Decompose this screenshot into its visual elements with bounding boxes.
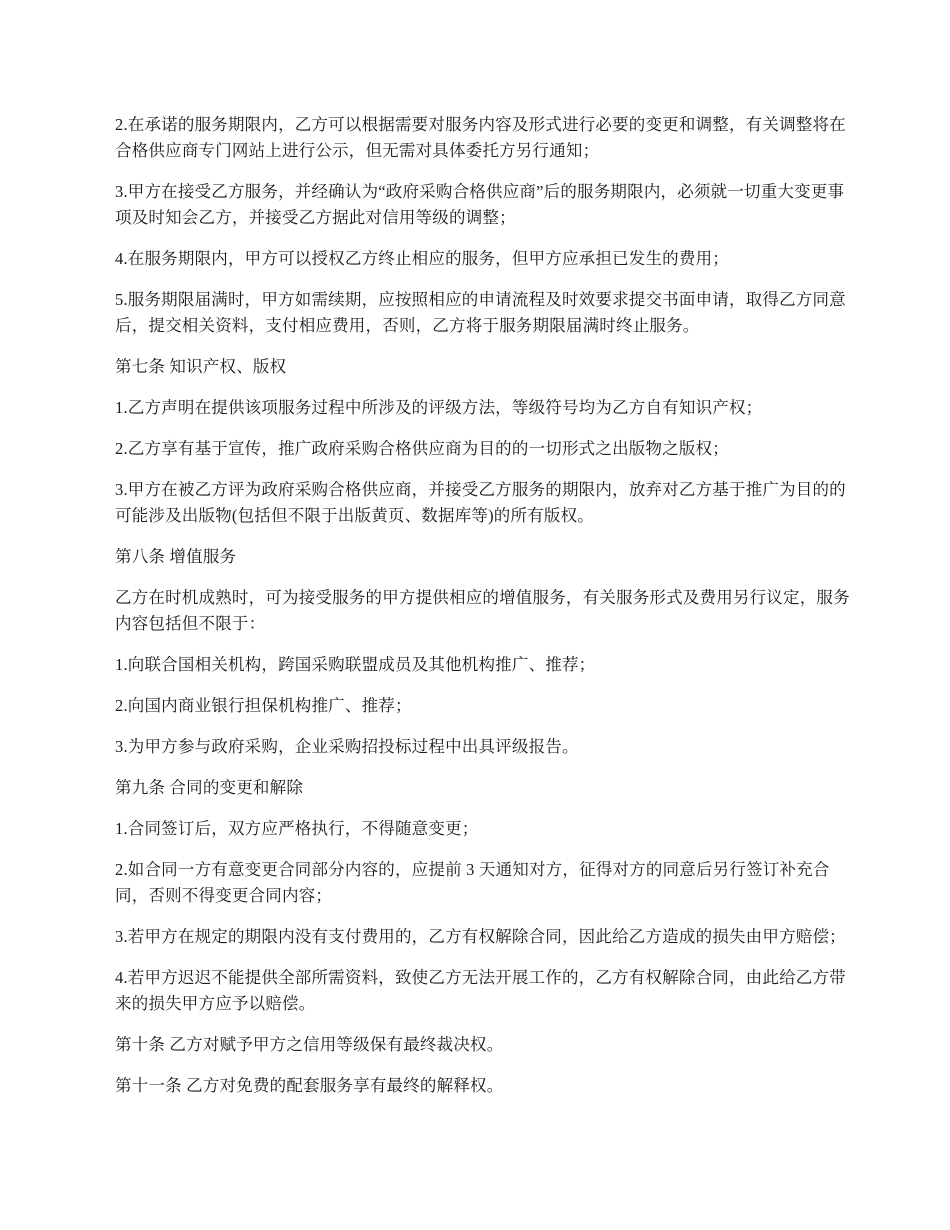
- section-heading: 第九条 合同的变更和解除: [115, 778, 304, 797]
- clause-paragraph: 3.若甲方在规定的期限内没有支付费用的，乙方有权解除合同，因此给乙方造成的损失由甲方赔偿；: [115, 927, 846, 946]
- clause-paragraph: 1.合同签订后，双方应严格执行，不得随意变更；: [115, 819, 479, 838]
- clause-paragraph: 1.向联合国相关机构，跨国采购联盟成员及其他机构推广、推荐；: [115, 655, 596, 674]
- section-heading: 第七条 知识产权、版权: [115, 357, 287, 376]
- clause-paragraph: 2.在承诺的服务期限内，乙方可以根据需要对服务内容及形式进行必要的变更和调整，有关调整将在合格供应商专门网站上进行公示，但无需对具体委托方另行通知；: [115, 115, 846, 160]
- clause-paragraph: 乙方在时机成熟时，可为接受服务的甲方提供相应的增值服务，有关服务形式及费用另行议定，服务内容包括但不限于：: [115, 588, 850, 633]
- document-page: [115, 112, 850, 1114]
- clause-paragraph: 2.如合同一方有意变更合同部分内容的，应提前 3 天通知对方，征得对方的同意后另行签订补充合同，否则不得变更合同内容；: [115, 860, 830, 905]
- section-heading: 第十条 乙方对赋予甲方之信用等级保有最终裁决权。: [115, 1035, 504, 1054]
- clause-paragraph: 2.乙方享有基于宣传，推广政府采购合格供应商为目的的一切形式之出版物之版权；: [115, 439, 729, 458]
- clause-paragraph: 3.甲方在接受乙方服务，并经确认为“政府采购合格供应商”后的服务期限内，必须就一切重大变更事项及时知会乙方，并接受乙方据此对信用等级的调整；: [115, 182, 845, 227]
- clause-paragraph: 2.向国内商业银行担保机构推广、推荐；: [115, 696, 412, 715]
- clause-paragraph: 5.服务期限届满时，甲方如需续期，应按照相应的申请流程及时效要求提交书面申请，取得乙方同意后，提交相关资料，支付相应费用，否则，乙方将于服务期限届满时终止服务。: [115, 290, 846, 335]
- clause-paragraph: 3.甲方在被乙方评为政府采购合格供应商，并接受乙方服务的期限内，放弃对乙方基于推广为目的的可能涉及出版物(包括但不限于出版黄页、数据库等)的所有版权。: [115, 480, 846, 525]
- section-heading: 第十一条 乙方对免费的配套服务享有最终的解释权。: [115, 1076, 504, 1095]
- clause-paragraph: 1.乙方声明在提供该项服务过程中所涉及的评级方法，等级符号均为乙方自有知识产权；: [115, 398, 763, 417]
- section-heading: 第八条 增值服务: [115, 547, 237, 566]
- clause-paragraph: 4.在服务期限内，甲方可以授权乙方终止相应的服务，但甲方应承担已发生的费用；: [115, 249, 729, 268]
- clause-paragraph: 4.若甲方迟迟不能提供全部所需资料，致使乙方无法开展工作的，乙方有权解除合同，由此给乙方带来的损失甲方应予以赔偿。: [115, 968, 846, 1013]
- clause-paragraph: 3.为甲方参与政府采购，企业采购招投标过程中出具评级报告。: [115, 737, 579, 756]
